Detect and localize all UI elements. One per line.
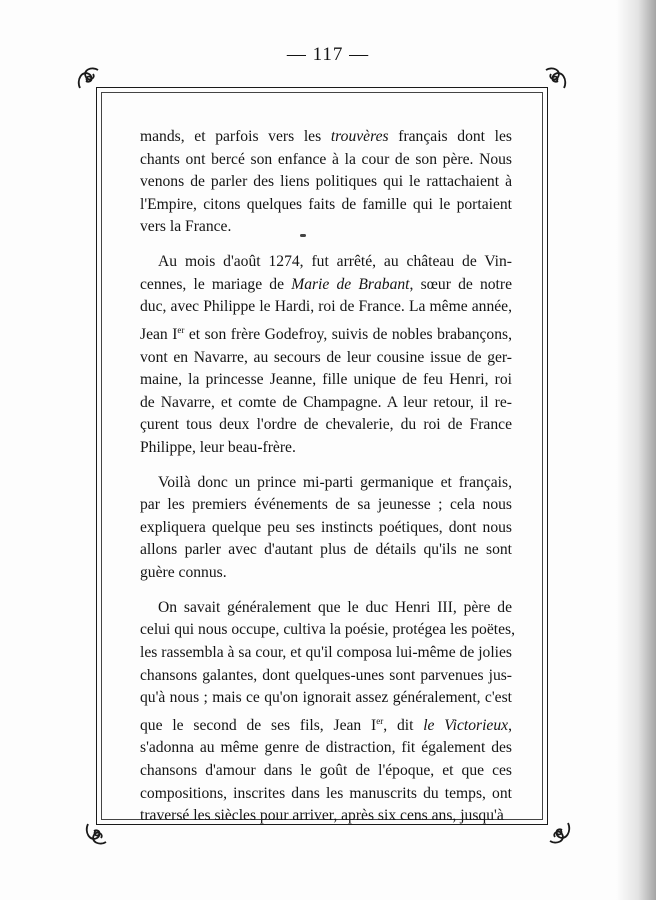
italic-run: Marie de Brabant [291, 275, 410, 293]
text-line [140, 369, 512, 392]
text-line [140, 347, 512, 370]
corner-ornament-icon-bottom-right [544, 817, 574, 847]
text-run: chansons galantes, dont quelques-unes sont parvenues jus- [140, 666, 512, 684]
text-run: par les premiers événements de sa jeunesse ; cela nous [140, 496, 512, 514]
text-run: vers la France. [140, 218, 232, 236]
text-line [140, 319, 512, 347]
paragraph [140, 472, 512, 585]
italic-run: le Victorieux [423, 716, 509, 734]
text-line [140, 619, 515, 642]
text-line [140, 562, 512, 585]
text-run: et son frère Godefroy, suivis de nobles brabançons, [184, 325, 512, 343]
text-line [140, 171, 512, 194]
text-run: Au mois d'août 1274, fut arrêté, au château de Vin- [158, 253, 512, 271]
text-run: expliquera quelque peu ses instincts poétiques, dont nous [140, 518, 512, 536]
text-line [140, 194, 512, 217]
body-text [140, 126, 515, 840]
text-run: celui qui nous occupe, cultiva la poésie, protégea les poëtes, [140, 621, 515, 639]
text-run: duc, avec Philippe le Hardi, roi de France. La même année, [140, 298, 512, 316]
text-run: l'Empire, citons quelques faits de famille qui le portaient [140, 195, 512, 213]
text-line [140, 472, 512, 495]
text-run: guère connus. [140, 564, 227, 582]
text-run: compositions, inscrites dans les manuscrits du temps, ont [140, 784, 512, 802]
corner-ornament-icon-bottom-left [82, 818, 112, 848]
text-line [140, 665, 512, 688]
text-line [140, 805, 512, 828]
text-run: que le second de ses fils, Jean I [140, 716, 377, 734]
text-run: s'adonna au même genre de distraction, fit également des [140, 739, 512, 757]
corner-ornament-icon-top-right [540, 64, 570, 94]
text-run: chants ont bercé son enfance à la cour de son père. Nous [140, 150, 512, 168]
text-line [140, 494, 512, 517]
text-line [140, 414, 512, 437]
text-run: , dit [383, 716, 424, 734]
text-run: vont en Navarre, au secours de leur cousine issue de ger- [140, 348, 512, 366]
text-run: mands, et parfois vers les [140, 128, 331, 145]
superscript: er [376, 715, 384, 726]
text-run: de Navarre, et comte de Champagne. A leur retour, il re- [140, 393, 512, 411]
text-line [140, 710, 512, 738]
text-line [140, 597, 512, 620]
text-line [140, 687, 512, 710]
text-run: , sœur de notre [409, 275, 512, 293]
text-run: Philippe, leur beau-frère. [140, 438, 296, 456]
text-line [140, 392, 512, 415]
paragraph [140, 126, 512, 239]
text-run: venons de parler des liens politiques qui le rattachaient à [140, 173, 512, 191]
text-line [140, 642, 512, 665]
text-run: On savait généralement que le duc Henri III, père de [158, 598, 512, 616]
page-edge-shadow [616, 0, 656, 900]
text-line [140, 296, 512, 319]
text-line [140, 783, 512, 806]
corner-ornament-icon-top-left [74, 64, 104, 94]
text-line [140, 216, 512, 239]
text-run: cennes, le mariage de [140, 275, 292, 293]
text-run: allons parler avec d'autant plus de détails qu'ils ne sont [140, 541, 512, 559]
text-line [140, 149, 512, 172]
text-line [140, 274, 512, 297]
text-line [140, 760, 512, 783]
paragraph [140, 597, 515, 828]
text-line [140, 251, 512, 274]
text-run: maine, la princesse Jeanne, fille unique de feu Henri, roi [140, 371, 512, 389]
text-run: français dont les [388, 128, 512, 145]
superscript: er [177, 324, 185, 335]
paragraph [140, 251, 512, 459]
text-line [140, 126, 512, 149]
text-run: Jean I [140, 325, 178, 343]
text-run: çurent tous deux l'ordre de chevalerie, du roi de France [140, 416, 512, 434]
page-number: — 117 — [286, 44, 370, 65]
text-run: Voilà donc un prince mi-parti germanique et français, [158, 473, 512, 491]
text-run: qu'à nous ; mais ce qu'on ignorait assez généralement, c'est [140, 689, 512, 707]
text-run: , [508, 716, 512, 734]
italic-run: trouvères [330, 128, 389, 145]
text-run: chansons d'amour dans le goût de l'époque, et que ces [140, 762, 512, 779]
text-run: les rassembla à sa cour, et qu'il composa lui-même de jolies [140, 644, 512, 662]
text-line [140, 539, 512, 562]
text-line [140, 737, 512, 760]
text-run: traversé les siècles pour arriver, après six cens ans, jusqu'à [140, 807, 504, 825]
text-line [140, 437, 512, 460]
text-line [140, 517, 512, 540]
